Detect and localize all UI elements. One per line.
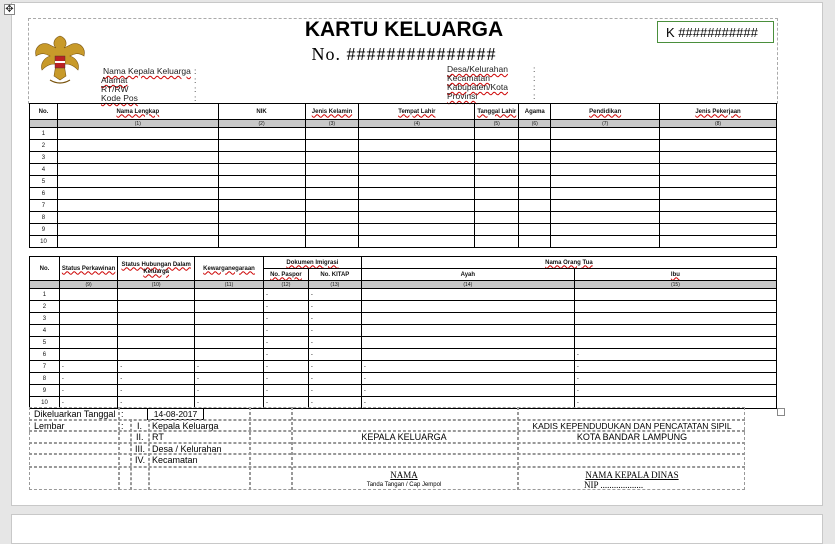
table-cell[interactable] [574,337,776,349]
table-cell[interactable]: - [263,325,308,337]
table-cell[interactable] [519,200,551,212]
row-number: 6 [30,188,58,200]
row-number: 3 [30,152,58,164]
table-cell[interactable] [660,176,777,188]
table-cell[interactable] [305,188,359,200]
sheet-label: Lembar [34,421,65,431]
table-cell[interactable] [218,224,305,236]
table-cell[interactable] [361,313,574,325]
table-cell[interactable] [218,152,305,164]
col-num: (12) [263,281,308,289]
table-cell[interactable] [361,289,574,301]
row-number: 9 [30,385,60,397]
sheet-num-3: III. [135,444,146,454]
th2-ayah: Ayah [361,269,574,281]
table-cell[interactable] [59,289,117,301]
row-number: 3 [30,313,60,325]
sheet-num-4: IV. [135,455,146,465]
family-card-number: No. ############### [311,44,497,64]
garuda-emblem-icon [30,30,90,88]
table-cell[interactable] [118,337,195,349]
table-cell[interactable] [218,176,305,188]
table-cell[interactable] [551,164,660,176]
family-status-table [29,256,777,409]
table-cell[interactable]: - [118,361,195,373]
table-cell[interactable] [660,200,777,212]
colon-5: : [533,64,536,74]
field-nama-kepala: Nama Kepala Keluarga [103,66,191,76]
row-number: 5 [30,176,58,188]
row-number: 10 [30,236,58,248]
divider [29,466,745,468]
field-desa: Desa/Kelurahan [447,64,508,74]
row-number: 2 [30,301,60,313]
table-cell[interactable] [57,140,218,152]
table-row [30,164,777,176]
signature-name-dinas: NAMA KEPALA DINAS [585,470,679,480]
row-number: 6 [30,349,60,361]
table-cell[interactable] [57,188,218,200]
th2-orangtua: Nama Orang Tua [361,257,776,269]
table-cell[interactable] [305,224,359,236]
th-pekerjaan: Jenis Pekerjaan [660,104,777,120]
th-no: No. [30,104,58,120]
col-num: (8) [660,120,777,128]
field-kabupaten: Kabupaten/Kota [447,82,508,92]
table-row [30,140,777,152]
next-page [11,514,823,544]
kepala-keluarga-label: KEPALA KELUARGA [361,432,447,442]
col-num [30,281,60,289]
table-cell[interactable]: - [118,397,195,409]
col-num: (5) [475,120,519,128]
table-cell[interactable] [660,236,777,248]
table-cell[interactable] [118,325,195,337]
col-num: (1) [57,120,218,128]
table-cell[interactable] [359,176,475,188]
table-row [30,200,777,212]
table-cell[interactable] [475,128,519,140]
table-cell[interactable]: - [195,361,264,373]
table-cell[interactable]: - [308,361,361,373]
resize-handle-icon[interactable] [777,408,785,416]
table-cell[interactable] [361,325,574,337]
kota-label: KOTA BANDAR LAMPUNG [576,432,688,442]
table-cell[interactable]: - [574,373,776,385]
table-cell[interactable] [359,164,475,176]
colon-1: : [194,66,197,76]
table-row [30,188,777,200]
table-cell[interactable] [361,301,574,313]
sheet-name-3: Desa / Kelurahan [152,444,222,454]
kadis-label: KADIS KEPENDUDUKAN DAN PENCATATAN SIPIL [532,421,732,431]
table-cell[interactable]: - [263,373,308,385]
table-cell[interactable] [551,128,660,140]
table-cell[interactable] [551,152,660,164]
divider [29,442,745,444]
th2-hubungan: Status Hubungan Dalam Keluarga [118,257,195,281]
col-num: (9) [59,281,117,289]
th-tanggal: Tanggal Lahir [475,104,519,120]
kk-code-field[interactable]: K ########### [657,21,774,43]
table-cell[interactable] [519,128,551,140]
table-cell[interactable] [551,212,660,224]
page-title: KARTU KELUARGA [304,18,504,41]
table-cell[interactable] [475,236,519,248]
col-num: (14) [361,281,574,289]
table-cell[interactable] [305,176,359,188]
field-provinsi: Provinsi [447,91,478,101]
table-cell[interactable] [551,188,660,200]
colon-8: : [533,91,536,101]
row-number: 4 [30,325,60,337]
table-cell[interactable]: - [195,397,264,409]
field-rtrw: RT/RW [101,84,129,94]
table-cell[interactable]: - [263,301,308,313]
table-cell[interactable] [118,289,195,301]
table-cell[interactable] [660,212,777,224]
table-row [30,337,777,349]
table-row [30,212,777,224]
table-cell[interactable]: - [59,397,117,409]
table-cell[interactable] [305,140,359,152]
table-cell[interactable] [574,325,776,337]
table-cell[interactable]: - [361,373,574,385]
sheet-colon: : [121,421,124,431]
table-cell[interactable] [359,212,475,224]
table-cell[interactable]: - [308,313,361,325]
table-cell[interactable]: - [308,301,361,313]
table-cell[interactable] [359,140,475,152]
colon-6: : [533,73,536,83]
table-cell[interactable] [475,188,519,200]
table-cell[interactable] [551,236,660,248]
table-cell[interactable] [519,188,551,200]
table-cell[interactable] [359,200,475,212]
table-cell[interactable] [305,164,359,176]
table-cell[interactable]: - [308,325,361,337]
table-cell[interactable] [359,236,475,248]
table-row [30,128,777,140]
signature-caption: Tanda Tangan / Cap Jempol [366,482,442,488]
colon-2: : [194,75,197,85]
table-row [30,152,777,164]
field-kecamatan: Kecamatan [447,73,490,83]
table-cell[interactable] [57,164,218,176]
table-cell[interactable]: - [308,289,361,301]
row-number: 8 [30,212,58,224]
divider [29,453,745,455]
colon-7: : [533,82,536,92]
table-move-handle-icon[interactable]: ✥ [5,4,14,15]
table-cell[interactable] [59,337,117,349]
col-num: (6) [519,120,551,128]
table-cell[interactable] [574,289,776,301]
table-row [30,373,777,385]
table-cell[interactable] [218,140,305,152]
table-cell[interactable] [475,212,519,224]
row-number: 1 [30,128,58,140]
colon-3: : [194,84,197,94]
table-cell[interactable]: - [574,349,776,361]
table-row [30,349,777,361]
table-cell[interactable]: - [195,373,264,385]
table-cell[interactable] [218,164,305,176]
table-cell[interactable] [57,212,218,224]
table-cell[interactable] [57,224,218,236]
table-cell[interactable] [57,128,218,140]
table-cell[interactable]: - [263,361,308,373]
table-cell[interactable] [118,313,195,325]
table-cell[interactable] [574,313,776,325]
table-cell[interactable] [660,164,777,176]
table-cell[interactable] [118,301,195,313]
sheet-num-1: I. [137,421,143,431]
table-cell[interactable]: - [308,373,361,385]
row-number: 7 [30,200,58,212]
table-cell[interactable] [59,325,117,337]
row-number: 1 [30,289,60,301]
table-cell[interactable]: - [263,349,308,361]
table-cell[interactable]: - [263,337,308,349]
table-cell[interactable] [305,200,359,212]
table-row [30,289,777,301]
table-cell[interactable]: - [308,397,361,409]
table-cell[interactable] [660,140,777,152]
th2-kewarganegaraan: Kewarganegaraan [195,257,264,281]
table-cell[interactable] [305,152,359,164]
table-cell[interactable] [551,140,660,152]
table-row [30,301,777,313]
table-cell[interactable]: - [263,289,308,301]
table-cell[interactable] [519,212,551,224]
th-agama: Agama [519,104,551,120]
row-number: 2 [30,140,58,152]
table-cell[interactable] [218,188,305,200]
issued-date-field[interactable]: 14-08-2017 [147,408,204,420]
table-cell[interactable] [305,212,359,224]
table-cell[interactable] [660,188,777,200]
table-row [30,236,777,248]
col-num: (4) [359,120,475,128]
table-cell[interactable]: - [59,361,117,373]
table-cell[interactable]: - [59,385,117,397]
row-number: 10 [30,397,60,409]
table-cell[interactable] [218,212,305,224]
table-row [30,385,777,397]
th2-ibu: Ibu [574,269,776,281]
table-cell[interactable]: - [308,337,361,349]
table-cell[interactable]: - [308,349,361,361]
th2-no: No. [30,257,60,281]
col-num: (7) [551,120,660,128]
colon-4: : [194,93,197,103]
table-row [30,176,777,188]
table-cell[interactable] [218,128,305,140]
sheet-num-2: II. [136,432,144,442]
table-cell[interactable] [660,152,777,164]
row-number: 8 [30,373,60,385]
nip-label: NIP ................... [584,480,644,490]
th2-paspor: No. Paspor [263,269,308,281]
table-row [30,313,777,325]
row-number: 9 [30,224,58,236]
table-cell[interactable] [574,301,776,313]
table-cell[interactable] [475,200,519,212]
th-tempat: Tempat Lahir [359,104,475,120]
col-num: (2) [218,120,305,128]
th2-dokumen: Dokumen Imigrasi [263,257,361,269]
table-cell[interactable]: - [195,385,264,397]
table-cell[interactable] [551,224,660,236]
table-cell[interactable]: - [574,397,776,409]
row-number: 4 [30,164,58,176]
col-num [30,120,58,128]
table-cell[interactable] [195,349,264,361]
table-cell[interactable] [59,349,117,361]
table-row [30,325,777,337]
col-num: (15) [574,281,776,289]
col-num: (3) [305,120,359,128]
table-cell[interactable]: - [263,385,308,397]
table-cell[interactable] [57,200,218,212]
table-cell[interactable] [305,128,359,140]
table-cell[interactable] [59,301,117,313]
table-cell[interactable] [475,164,519,176]
table-cell[interactable] [195,301,264,313]
sheet-name-1: Kepala Keluarga [152,421,219,431]
signature-name-kk: NAMA [390,470,418,480]
field-alamat: Alamat [101,75,128,85]
table-cell[interactable] [519,176,551,188]
table-row [30,224,777,236]
table-cell[interactable] [57,236,218,248]
table-cell[interactable] [519,164,551,176]
row-number: 7 [30,361,60,373]
col-num: (10) [118,281,195,289]
field-kodepos: Kode Pos [101,93,138,103]
sheet-name-4: Kecamatan [152,455,198,465]
table-cell[interactable] [359,152,475,164]
table-cell[interactable] [195,313,264,325]
table-cell[interactable] [519,140,551,152]
table-cell[interactable]: - [263,397,308,409]
table-cell[interactable]: - [263,313,308,325]
table-cell[interactable] [305,236,359,248]
table-cell[interactable] [359,128,475,140]
table-cell[interactable]: - [574,385,776,397]
table-cell[interactable] [475,152,519,164]
th-pendidikan: Pendidikan [551,104,660,120]
family-members-table [29,103,777,248]
table-cell[interactable] [361,337,574,349]
table-cell[interactable]: - [118,373,195,385]
table-cell[interactable]: - [118,385,195,397]
table-cell[interactable] [359,224,475,236]
issued-colon: : [121,409,124,419]
table-cell[interactable] [475,140,519,152]
table-cell[interactable] [361,349,574,361]
th2-perkawinan: Status Perkawinan [59,257,117,281]
table-cell[interactable] [519,236,551,248]
sheet-name-2: RT [152,432,164,442]
th2-kitap: No. KITAP [308,269,361,281]
row-number: 5 [30,337,60,349]
table-cell[interactable] [475,224,519,236]
th-nik: NIK [218,104,305,120]
issued-label: Dikeluarkan Tanggal [34,409,116,419]
table-cell[interactable] [59,313,117,325]
table-cell[interactable] [551,200,660,212]
table-cell[interactable] [660,224,777,236]
col-num: (13) [308,281,361,289]
table-cell[interactable] [519,224,551,236]
table-cell[interactable] [57,152,218,164]
table-cell[interactable]: - [361,361,574,373]
table-cell[interactable] [359,188,475,200]
th-jk: Jenis Kelamin [305,104,359,120]
table-cell[interactable] [519,152,551,164]
table-cell[interactable] [660,128,777,140]
table-cell[interactable] [57,176,218,188]
table-cell[interactable]: - [361,397,574,409]
table-cell[interactable] [195,289,264,301]
table-row [30,361,777,373]
table-cell[interactable] [118,349,195,361]
table-cell[interactable] [195,337,264,349]
table-cell[interactable] [551,176,660,188]
table-cell[interactable] [475,176,519,188]
table-cell[interactable] [218,200,305,212]
table-cell[interactable]: - [59,373,117,385]
th-nama: Nama Lengkap [57,104,218,120]
table-cell[interactable]: - [308,385,361,397]
table-cell[interactable] [195,325,264,337]
table-cell[interactable]: - [361,385,574,397]
table-cell[interactable]: - [574,361,776,373]
table-cell[interactable] [218,236,305,248]
col-num: (11) [195,281,264,289]
